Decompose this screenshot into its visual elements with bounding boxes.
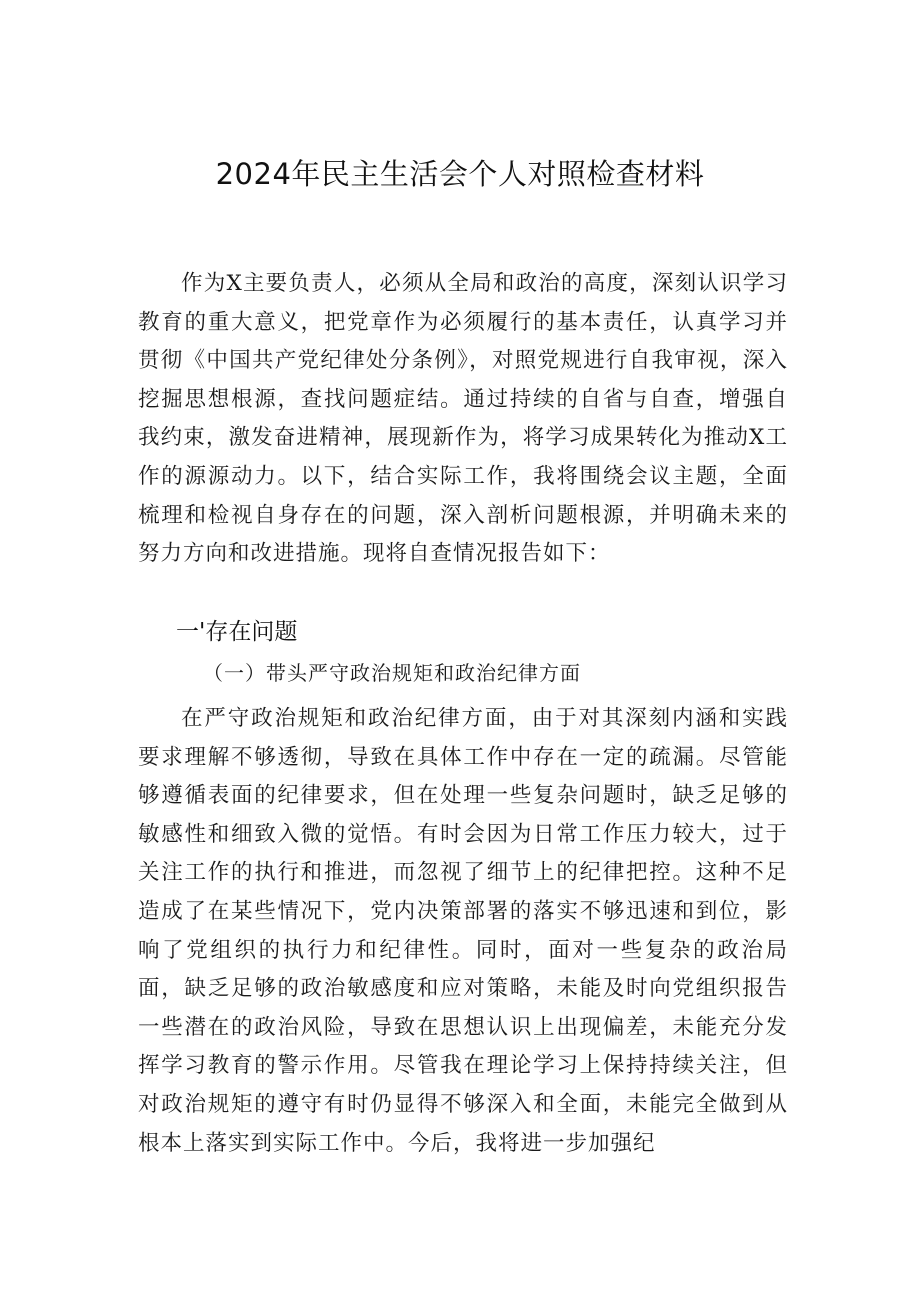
subsection-heading: （一）带头严守政治规矩和政治纪律方面 [203,661,581,685]
document-title: 2024年民主生活会个人对照检查材料 [215,157,705,191]
intro-paragraph: 作为X主要负责人，必须从全局和政治的高度，深刻认识学习教育的重大意义，把党章作为必须履行的基本责任，认真学习并贯彻《中国共产党纪律处分条例》，对照党规进行自我审视，深入挖掘思想根源，查找问题症结。通过持续的自省与自查，增强自我约束，激发奋进精神，展现新作为，将学习成果转化为推动X工作的源源动力。以下，结合实际工作，我将围绕会议主题，全面梳理和检视自身存在的问题，深入剖析问题根源，并明确未来的努力方向和改进措施。现将自查情况报告如下： [138,271,788,567]
subsection-paragraph: 在严守政治规矩和政治纪律方面，由于对其深刻内涵和实践要求理解不够透彻，导致在具体工作中存在一定的疏漏。尽管能够遵循表面的纪律要求，但在处理一些复杂问题时，缺乏足够的敏感性和细致入微的觉悟。有时会因为日常工作压力较大，过于关注工作的执行和推进，而忽视了细节上的纪律把控。这种不足造成了在某些情况下，党内决策部署的落实不够迅速和到位，影响了党组织的执行力和纪律性。同时，面对一些复杂的政治局面，缺乏足够的政治敏感度和应对策略，未能及时向党组织报告一些潜在的政治风险，导致在思想认识上出现偏差，未能充分发挥学习教育的警示作用。尽管我在理论学习上保持持续关注，但对政治规矩的遵守有时仍显得不够深入和全面，未能完全做到从根本上落实到实际工作中。今后，我将进一步加强纪 [138,706,788,1156]
section-heading: 一'存在问题 [176,619,298,645]
